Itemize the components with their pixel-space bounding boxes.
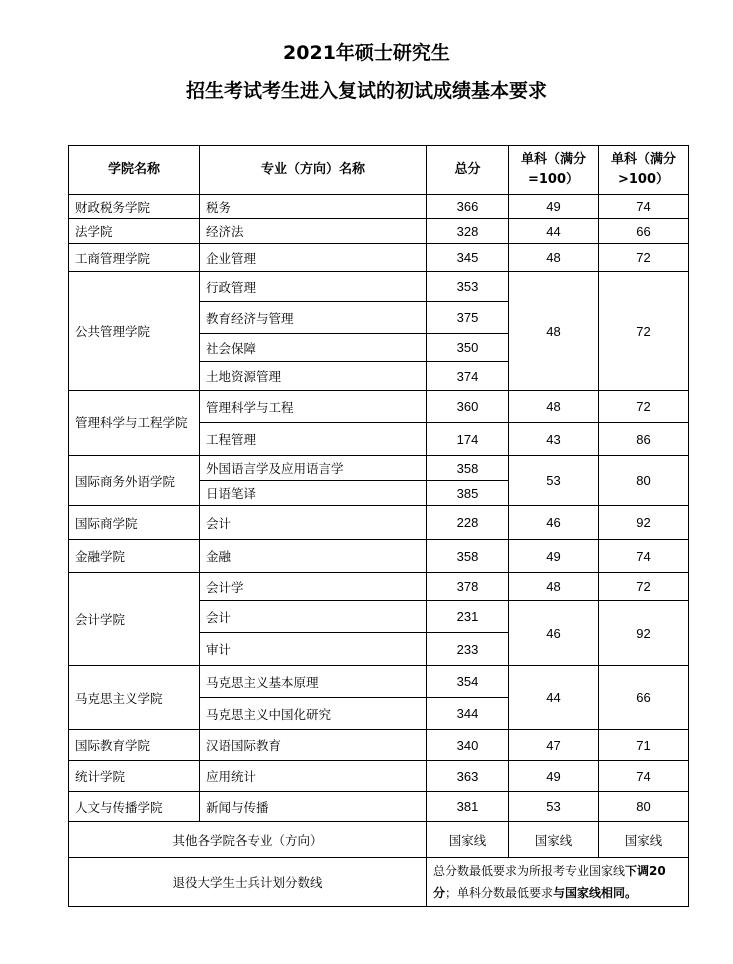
college-cell: 马克思主义学院 [69, 666, 200, 730]
single-100-cell: 43 [509, 423, 599, 456]
single-gt100-cell: 80 [599, 792, 689, 822]
college-cell: 公共管理学院 [69, 272, 200, 391]
veteran-plan-note [427, 858, 689, 907]
table-row [69, 730, 689, 761]
other-colleges-label: 其他各学院各专业（方向） [69, 822, 427, 858]
major-cell: 管理科学与工程 [200, 391, 427, 423]
college-cell: 金融学院 [69, 540, 200, 573]
total-score-cell: 340 [427, 730, 509, 761]
major-cell: 马克思主义基本原理 [200, 666, 427, 698]
total-score-cell: 174 [427, 423, 509, 456]
table-row [69, 272, 689, 302]
veteran-plan-label: 退役大学生士兵计划分数线 [69, 858, 427, 907]
total-score-cell: 363 [427, 761, 509, 792]
total-score-cell: 360 [427, 391, 509, 423]
table-row [69, 391, 689, 423]
total-score-cell: 国家线 [427, 822, 509, 858]
major-cell: 新闻与传播 [200, 792, 427, 822]
single-gt100-cell: 72 [599, 272, 689, 391]
header-single-100: 单科（满分=100） [509, 146, 599, 195]
single-gt100-cell: 72 [599, 573, 689, 601]
single-gt100-cell: 66 [599, 219, 689, 244]
table-row [69, 761, 689, 792]
note-bold-1: 下调20分 [433, 864, 666, 900]
veteran-plan-row [69, 858, 689, 907]
single-gt100-cell: 71 [599, 730, 689, 761]
table-row [69, 573, 689, 601]
major-cell: 税务 [200, 195, 427, 219]
college-cell: 人文与传播学院 [69, 792, 200, 822]
single-100-cell: 48 [509, 573, 599, 601]
table-row [69, 506, 689, 540]
table-row [69, 195, 689, 219]
major-cell: 社会保障 [200, 334, 427, 362]
table-row [69, 792, 689, 822]
single-gt100-cell: 74 [599, 761, 689, 792]
total-score-cell: 353 [427, 272, 509, 302]
single-gt100-cell: 74 [599, 195, 689, 219]
major-cell: 应用统计 [200, 761, 427, 792]
table-row [69, 219, 689, 244]
college-cell: 国际商务外语学院 [69, 456, 200, 506]
major-cell: 工程管理 [200, 423, 427, 456]
total-score-cell: 381 [427, 792, 509, 822]
single-gt100-cell: 86 [599, 423, 689, 456]
college-cell: 统计学院 [69, 761, 200, 792]
header-total: 总分 [427, 146, 509, 195]
single-100-cell: 49 [509, 761, 599, 792]
major-cell: 企业管理 [200, 244, 427, 272]
single-gt100-cell: 92 [599, 506, 689, 540]
note-bold-2: 与国家线相同。 [553, 886, 638, 900]
college-cell: 法学院 [69, 219, 200, 244]
major-cell: 土地资源管理 [200, 362, 427, 391]
single-100-cell: 48 [509, 391, 599, 423]
table-row [69, 540, 689, 573]
college-cell: 工商管理学院 [69, 244, 200, 272]
total-score-cell: 233 [427, 633, 509, 666]
total-score-cell: 374 [427, 362, 509, 391]
other-colleges-row [69, 822, 689, 858]
single-100-cell: 46 [509, 601, 599, 666]
single-100-cell: 44 [509, 666, 599, 730]
single-gt100-cell: 66 [599, 666, 689, 730]
single-100-cell: 48 [509, 244, 599, 272]
single-100-cell: 44 [509, 219, 599, 244]
major-cell: 外国语言学及应用语言学 [200, 456, 427, 481]
major-cell: 汉语国际教育 [200, 730, 427, 761]
total-score-cell: 358 [427, 456, 509, 481]
major-cell: 会计 [200, 601, 427, 633]
total-score-cell: 328 [427, 219, 509, 244]
total-score-cell: 350 [427, 334, 509, 362]
table-row [69, 456, 689, 481]
major-cell: 会计 [200, 506, 427, 540]
single-gt100-cell: 92 [599, 601, 689, 666]
single-gt100-cell: 74 [599, 540, 689, 573]
single-100-cell: 国家线 [509, 822, 599, 858]
single-100-cell: 46 [509, 506, 599, 540]
single-gt100-cell: 72 [599, 244, 689, 272]
total-score-cell: 358 [427, 540, 509, 573]
note-text-1: 总分数最低要求为所报考专业国家线 [433, 864, 626, 878]
page-title-line2: 招生考试考生进入复试的初试成绩基本要求 [185, 80, 547, 102]
single-gt100-cell: 72 [599, 391, 689, 423]
single-100-cell: 49 [509, 540, 599, 573]
total-score-cell: 228 [427, 506, 509, 540]
major-cell: 马克思主义中国化研究 [200, 698, 427, 730]
total-score-cell: 366 [427, 195, 509, 219]
single-100-cell: 53 [509, 456, 599, 506]
note-text-2: ；单科分数最低要求 [445, 886, 554, 900]
total-score-cell: 375 [427, 302, 509, 334]
header-college: 学院名称 [69, 146, 200, 195]
single-gt100-cell: 国家线 [599, 822, 689, 858]
college-cell: 会计学院 [69, 573, 200, 666]
header-major: 专业（方向）名称 [200, 146, 427, 195]
header-single-gt100: 单科（满分>100） [599, 146, 689, 195]
table-header-row [69, 146, 689, 195]
major-cell: 行政管理 [200, 272, 427, 302]
single-100-cell: 53 [509, 792, 599, 822]
total-score-cell: 231 [427, 601, 509, 633]
major-cell: 日语笔译 [200, 481, 427, 506]
single-gt100-cell: 80 [599, 456, 689, 506]
table-row [69, 666, 689, 698]
college-cell: 国际商学院 [69, 506, 200, 540]
total-score-cell: 344 [427, 698, 509, 730]
college-cell: 国际教育学院 [69, 730, 200, 761]
table-row [69, 244, 689, 272]
major-cell: 金融 [200, 540, 427, 573]
total-score-cell: 385 [427, 481, 509, 506]
major-cell: 会计学 [200, 573, 427, 601]
college-cell: 财政税务学院 [69, 195, 200, 219]
score-requirements-table [68, 145, 689, 907]
single-100-cell: 47 [509, 730, 599, 761]
total-score-cell: 378 [427, 573, 509, 601]
major-cell: 经济法 [200, 219, 427, 244]
single-100-cell: 48 [509, 272, 599, 391]
college-cell: 管理科学与工程学院 [69, 391, 200, 456]
total-score-cell: 345 [427, 244, 509, 272]
major-cell: 教育经济与管理 [200, 302, 427, 334]
total-score-cell: 354 [427, 666, 509, 698]
single-100-cell: 49 [509, 195, 599, 219]
page-title-line1: 2021年硕士研究生 [283, 42, 450, 64]
major-cell: 审计 [200, 633, 427, 666]
